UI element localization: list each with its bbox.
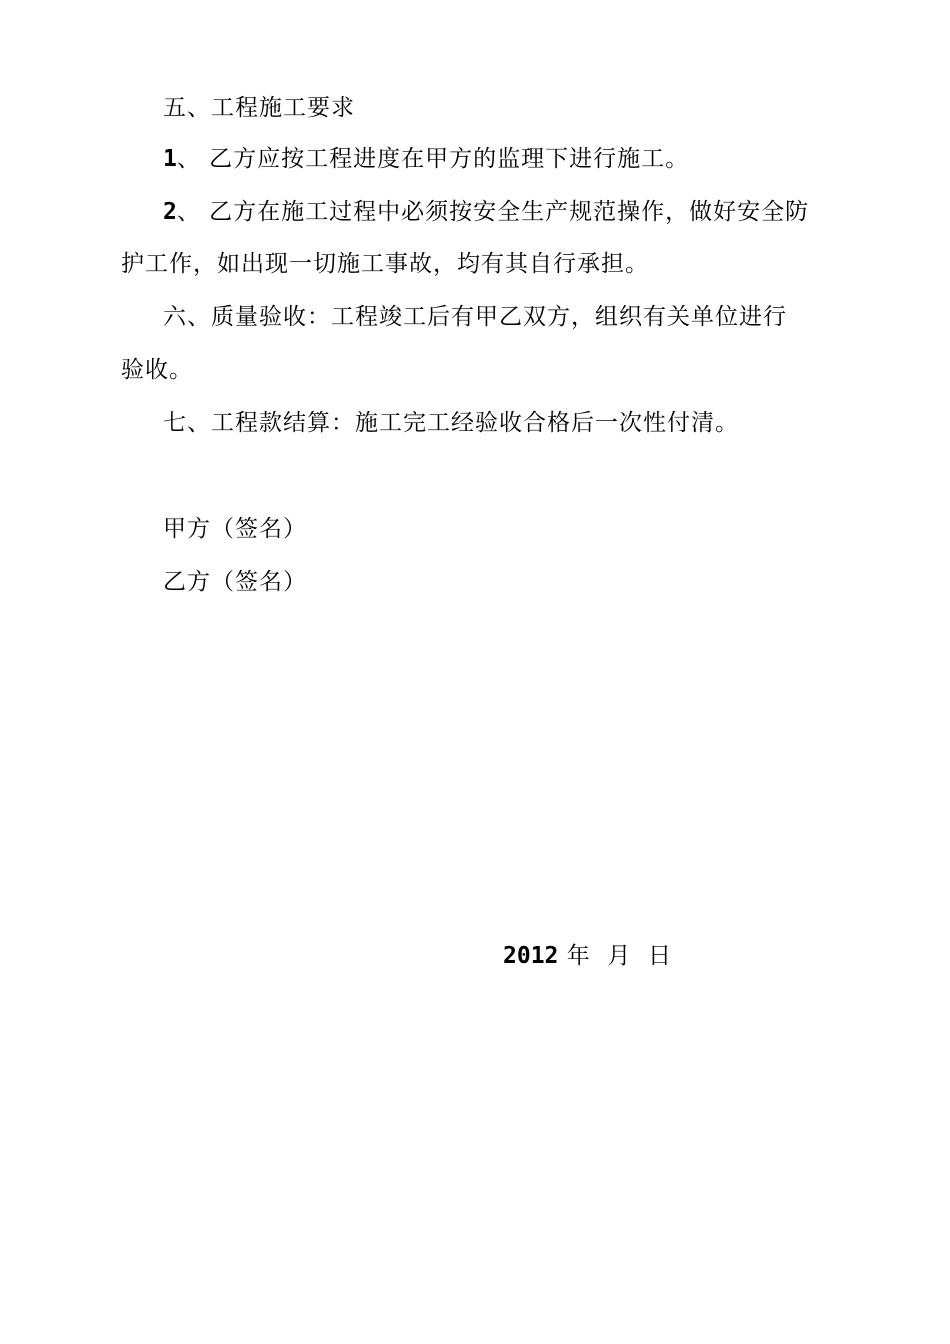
section-5-item-1 (163, 144, 689, 174)
section-5-item-2-line-2: 护工作，如出现一切施工事故，均有其自行承担。 (121, 251, 649, 277)
section-5-item-2-line-1 (163, 197, 809, 227)
item-1-number: 1 (163, 146, 177, 172)
section-6-line-1: 六、质量验收：工程竣工后有甲乙双方，组织有关单位进行 (163, 304, 787, 330)
party-b-signature-label: 乙方（签名） (163, 569, 307, 595)
section-6-line-2: 验收。 (121, 357, 193, 383)
item-1-text: 、 乙方应按工程进度在甲方的监理下进行施工。 (176, 146, 690, 172)
party-a-signature-label: 甲方（签名） (163, 516, 307, 542)
item-2-text-line-1: 、 乙方在施工过程中必须按安全生产规范操作，做好安全防 (176, 199, 810, 225)
date-year: 2012 (503, 943, 559, 969)
date-line (503, 941, 672, 971)
item-2-number: 2 (163, 199, 177, 225)
section-5-heading: 五、工程施工要求 (163, 95, 355, 121)
date-year-month-day: 年 月 日 (558, 943, 672, 969)
section-7-text: 七、工程款结算：施工完工经验收合格后一次性付清。 (163, 410, 739, 436)
